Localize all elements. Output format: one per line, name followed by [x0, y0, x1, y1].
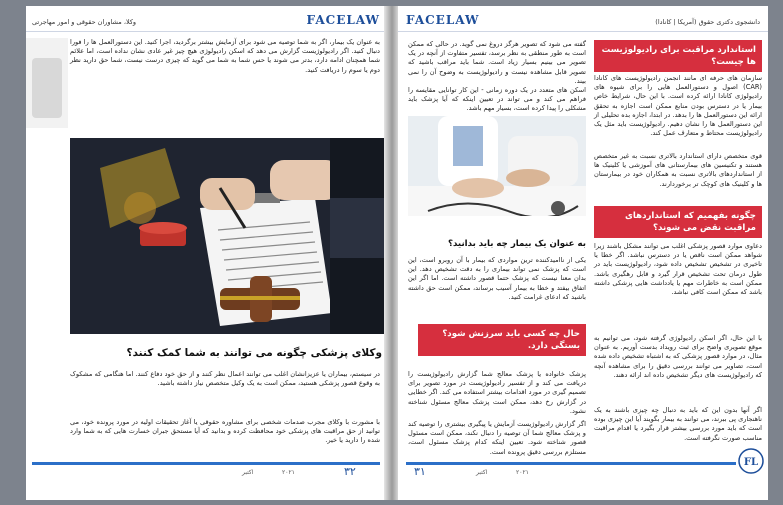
right-logo: FACELAW — [406, 13, 480, 27]
left-col-paragraph-5: اگر گزارش رادیولوژیست آزمایش یا پیگیری بیشتری را توصیه کند و پزشک معالج شما آن توصیه را دنبال نکند، ممکن است مسئول قصور شناخته شود. تعیین اینکه کدام پزشک مسئول است، مستلزم بررسی دقیق پرونده است. — [408, 420, 586, 456]
legal-document-photo — [70, 138, 386, 334]
left-header-subtitle: وکلا، مشاوران حقوقی و امور مهاجرتی — [32, 18, 137, 26]
right-col-paragraph-4: با این حال، اگر اسکن رادیولوژی گرفته شود، می توانیم به موقع تصویری واضح برای ثبت رویداد بدست آوریم. به عنوان مثال، در موارد قصور پزشکی که به اشتباه تشخیص داده شده است، تصاویر می توانند بررسی دقیق را برای مشاهده آنچه که رادیولوژیست های دیگر تشخیص داده اند ارائه دهند. — [594, 334, 762, 379]
right-col-paragraph-2: قوی متخصص دارای استاندارد بالاتری نسبت به غیر متخصص هستند و تکنیسین های بیمارستانی های آموزشی یا کلینیک ها از استانداردهای بالاتری نسبت به همکاران خود در بیمارستان ها و کلینیک های کوچک تر برخوردارند. — [594, 152, 762, 188]
left-page-number: ۳۲ — [344, 465, 356, 478]
lawyer-photo — [26, 38, 68, 128]
left-footer — [32, 462, 380, 476]
left-heading: وکلای پزشکی چگونه می توانند به شما کمک کنند؟ — [126, 347, 382, 359]
left-col-paragraph-1: گفته می شود که تصویر هرگز دروغ نمی گوید. در حالی که ممکن است به طور منطقی به نظر برسد، تفسیر متفاوت از آنچه در یک تصویر می بینیم بسیار زیاد است. شما باید مراقب باشید که تصویر قابل مشاهده نیست و رادیولوژیست به وضوح آن را نمی بیند. — [408, 40, 586, 85]
right-footer-month: اکتبر — [476, 469, 488, 476]
right-page-number: ۳۱ — [414, 465, 426, 478]
left-col-paragraph-4: پزشک خانواده یا پزشک معالج شما گزارش رادیولوژیست را دریافت می کند و از تفسیر رادیولوژیست در مورد تصویر برای تصمیم گیری در مورد اقدامات بیشتر استفاده می کند. اگر خطایی در گزارش رخ دهد، ممکن است پزشک معالج مسئول شناخته نشود. — [408, 370, 586, 415]
right-footer-year: ۲۰۲۱ — [516, 469, 529, 476]
doctor-patient-illustration — [408, 116, 586, 228]
box-breach-title: چگونه بفهمیم که استانداردهای مراقبت نقض می شوند؟ — [594, 206, 762, 238]
right-col-paragraph-1: سازمان های حرفه ای مانند انجمن رادیولوژیست های کانادا (CAR) اصول و دستورالعمل هایی را برای شیوه های رادیولوژی کانادا ارائه کرده است. با این حال، شرایط خاص بیمار یا در دسترس بودن منابع ممکن است اجازه به تحقق ارائه این دستورالعمل ها را بدهد. در ابتدا، اجازه بده تحلیلی از این دستورالعمل ها را نشان دهیم. رادیولوژیست باید مثل یک رادیولوژیست محتاط و متعارف عمل کند. — [594, 74, 762, 138]
right-footer — [406, 462, 736, 476]
left-top-paragraph: به عنوان یک بیمار، اگر به شما توصیه می شود برای آزمایش بیشتر برگردید، اجرا کنید. این دستورالعمل ها را فورا دنبال کنید. اگر رادیولوژیست گزارش می دهد که اسکن رادیولوژی هیچ چیز غیر عادی نشان نداده است، اما علائم شما همچنان ادامه دارد، بدتر می شوند یا حس شما به شما می گوید که چیزی درست نیست، شما حق دارید نظر دوم یا سوم را دریافت کنید. — [70, 38, 380, 74]
left-paragraph-2: با مشورت با وکلای مجرب صدمات شخصی برای مشاوره حقوقی یا آغاز تحقیقات اولیه در مورد پرونده خود، می توانید از حق مراقبت های پزشکی خود محافظت کرده و بدانید که آیا مستحق جبران خسارت هایی که به شما وارد شده را دارید یا خیر. — [70, 418, 380, 445]
medical-consult-photo — [408, 116, 586, 228]
left-footer-month: اکتبر — [242, 469, 254, 476]
left-page-header — [26, 10, 386, 32]
left-col-paragraph-2: اسکن های متعدد در یک دوره زمانی - این کار توانایی مقایسه را فراهم می کند و می تواند در تعیین اینکه که آیا پزشک باید مشکلی را پیدا کرده است، بسیار مهم باشد. — [408, 86, 586, 113]
right-header-subtitle: دانشجوی دکتری حقوق (آمریکا | کانادا) — [655, 18, 760, 26]
document-signing-illustration — [70, 138, 386, 334]
left-footer-year: ۲۰۲۱ — [282, 469, 295, 476]
right-page — [398, 6, 768, 500]
right-col-paragraph-5: اگر آنها بدون این که باید به دنبال چه چیزی باشند به یک ناهنجاری پی ببرند، می توانند به بیمار بگویند آیا این چیزی بوده است که باید مورد بررسی بیشتر قرار بگیرد یا اقدام مراقبت مناسب صورت نگرفته است. — [594, 406, 762, 442]
svg-text:FL: FL — [743, 457, 759, 468]
left-paragraph-1: در سیستم، بیماران یا عزیزانشان اغلب می توانند اعمال نظر کنند و از حق خود دفاع کنند. اما هنگامی که مشکوک به وقوع قصور پزشکی هستید، ممکن است به یک وکیل متخصص نیاز داشته باشید. — [70, 370, 380, 388]
box-standard-of-care-title: استاندارد مراقبت برای رادیولوژیست ها چیست؟ — [594, 40, 762, 72]
left-page — [26, 6, 386, 500]
right-page-header — [398, 10, 768, 32]
box-who-to-blame-title: حال چه کسی باید سرزنش شود؟ بستگی دارد. — [418, 324, 586, 356]
fl-monogram-icon — [738, 448, 764, 474]
left-logo: FACELAW — [306, 13, 380, 27]
patient-knowledge-heading: به عنوان یک بیمار چه باید بدانید؟ — [447, 239, 586, 249]
right-col-paragraph-3: دعاوی موارد قصور پزشکی اغلب می توانند مشکل باشند زیرا شواهد ممکن است ناقص یا در دسترس نباشد. اگر خطا یا تاخیری در تشخیص تشخیص داده شود، رادیولوژیست باید در طول درمان تحت تشخیص قرار گیرد و قابل رهگیری باشد. ممکن است به خاطرات مهم یا یادداشت هایی پزشکی داشته باشد که ممکن است کافی نباشد. — [594, 242, 762, 297]
left-col-paragraph-3: یکی از ناامیدکننده ترین مواردی که بیمار با آن روبرو است، این است که پزشک نمی تواند بیماری را به دقت تشخیص دهد. این بدان معنا نیست که پزشک حتما قصور داشته است. اما اگر این اتفاق بیفتد و خطا به بیمار آسیب برساند، ممکن است حق داشته باشید که ادعای غرامت کنید. — [408, 256, 586, 301]
corner-fl-logo — [738, 448, 764, 474]
